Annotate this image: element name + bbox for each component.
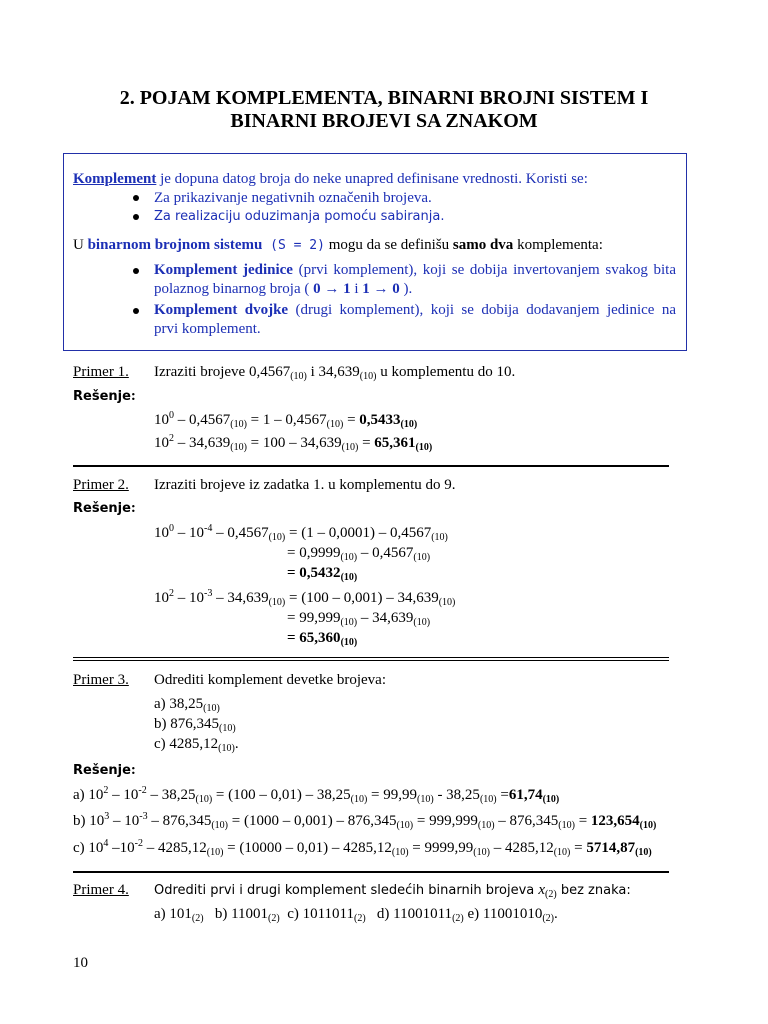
page-number: 10	[73, 955, 88, 971]
resenje-label: Rešenje:	[73, 388, 136, 404]
primer-2-eq2c: = $65,360_{(10)}$	[287, 630, 358, 648]
primer-4-question: Odrediti prvi i drugi komplement sledećih binarnih brojeva $x_{(2)}$ bez znaka:	[154, 882, 631, 900]
primer-3-item-c: c) $4285,12_{(10)}$.	[154, 736, 239, 754]
primer-2-question: Izraziti brojeve iz zadatka 1. u komplementu do 9.	[154, 477, 456, 493]
primer-4-label: Primer 4.	[73, 882, 129, 898]
primer-1-eq2: $10^2 - 34,639_{(10)} = 100 - 34,639_{(10)} = 65,361_{(10)}$	[154, 433, 433, 453]
komplement-jedinice-line2: polaznog binarnog broja ( 0 → 1 i 1 → 0 ).	[154, 281, 413, 297]
intro-line: Komplement je dopuna datog broja do neke unapred definisane vrednosti. Koristi se:	[73, 171, 588, 187]
resenje-label: Rešenje:	[73, 500, 136, 516]
bullet-icon	[133, 268, 139, 274]
primer-1-question: Izraziti brojeve $0,4567_{(10)}$ i $34,639_{(10)}$ u komplementu do 10.	[154, 364, 516, 382]
binary-system-line: U binarnom brojnom sistemu (S = 2) mogu da se definišu samo dva komplementa:	[73, 237, 603, 253]
divider	[73, 465, 669, 467]
bullet-negativni: Za prikazivanje negativnih označenih brojeva.	[154, 190, 432, 206]
primer-2-eq1: $10^0 - 10^{-4} - 0,4567_{(10)} = (1 - 0,0001) - 0,4567_{(10)}$	[154, 523, 448, 543]
primer-3-question: Odrediti komplement devetke brojeva:	[154, 672, 387, 688]
divider-double	[73, 657, 669, 661]
divider	[73, 871, 669, 873]
primer-1-label: Primer 1.	[73, 364, 129, 380]
primer-2-eq2: $10^2 - 10^{-3} - 34,639_{(10)} = (100 - 0,001) - 34,639_{(10)}$	[154, 588, 456, 608]
page-title-line2: BINARNI BROJEVI SA ZNAKOM	[230, 110, 538, 132]
bullet-icon	[133, 195, 139, 201]
primer-2-label: Primer 2.	[73, 477, 129, 493]
primer-3-item-a: a) $38,25_{(10)}$	[154, 696, 220, 714]
primer-3-label: Primer 3.	[73, 672, 129, 688]
resenje-label: Rešenje:	[73, 762, 136, 778]
primer-2-eq1b: = $0,9999_{(10)} - 0,4567_{(10)}$	[287, 545, 431, 563]
komplement-dvojke-line2: prvi komplement.	[154, 321, 261, 337]
primer-2-eq1c: = $0,5432_{(10)}$	[287, 565, 358, 583]
primer-4-items: a) $101_{(2)}$ b) $11001_{(2)}$ c) $1011011_{(2)}$ d) $11001011_{(2)}$ e) $11001010_{(2)}$.	[154, 906, 558, 924]
page-title-line1: 2. POJAM KOMPLEMENTA, BINARNI BROJNI SISTEM I	[119, 87, 649, 109]
primer-1-eq1: $10^0 - 0,4567_{(10)} = 1 - 0,4567_{(10)} = 0,5433_{(10)}$	[154, 410, 418, 430]
primer-3-sol-a: a) $10^2 - 10^{-2} - 38,25_{(10)} = (100 - 0,01) - 38,25_{(10)} = 99,99_{(10)} - 38,25_{(10)} =61,74_{(10)}$	[73, 785, 560, 805]
primer-3-sol-c: c) $10^4$ $-10^{-2} - 4285,12_{(10)} = (10000 - 0,01) - 4285,12_{(10)} = 9999,99_{(10)} - 4285,12_{(10)} = 5714,87_{(10)}$	[73, 838, 652, 858]
komplement-dvojke-line1: Komplement dvojke (drugi komplement), koji se dobija dodavanjem jedinice na	[154, 302, 676, 318]
bullet-icon	[133, 308, 139, 314]
primer-2-eq2b: = $99,999_{(10)} - 34,639_{(10)}$	[287, 610, 431, 628]
primer-3-sol-b: b) $10^3 - 10^{-3} - 876,345_{(10)} = (1000 - 0,001) - 876,345_{(10)} = 999,999_{(10)} - 876,345_{(10)} = 123,654_{(10)}$	[73, 811, 657, 831]
bullet-icon	[133, 214, 139, 220]
primer-3-item-b: b) $876,345_{(10)}$	[154, 716, 236, 734]
bullet-oduzimanje: Za realizaciju oduzimanja pomoću sabiranja.	[154, 209, 445, 224]
komplement-jedinice-line1: Komplement jedinice (prvi komplement), koji se dobija invertovanjem svakog bita	[154, 262, 677, 278]
